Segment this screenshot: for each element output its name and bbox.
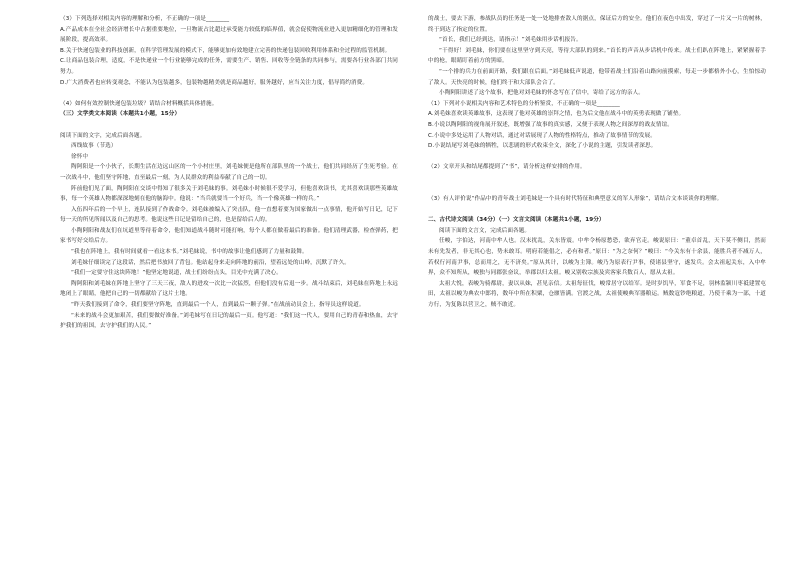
question-4-stem: （4）如何有效控制快递包装垃圾？请结合材料概括具体措施。 (60, 100, 218, 107)
story-title: 西线故事（节选） (71, 143, 117, 150)
story-paragraph: 阵前他们见了面，陶阿阳在交谈中得知了很多关于刘毛妹的事。刘毛妹小时候很不爱学习，但他喜欢读书，尤其喜欢读那些英雄故事，每一个英雄人物都深深地刻在他的脑海中。他说：“当兵就要当一个好兵，当一个像英雄一样的兵。” (60, 185, 398, 203)
story-paragraph: 陶阿阳和刘毛妹在阵地上坚守了三天三夜，敌人的进攻一次比一次猛烈，但他们没有后退一步。战斗结束后，刘毛妹在阵地上永远地闭上了眼睛，他把自己的一切都献给了这片土地。 (60, 280, 398, 298)
story-question-1-option-a: A.刘毛妹喜欢读英雄故事，这表现了他对英雄的崇拜之情，也为后文他在战斗中的英勇表现做了铺垫。 (428, 111, 685, 118)
story-paragraph: 入伍四年后的一个早上，连队接到了作战命令。刘毛妹被编入了突击队，他一直想着要为国家做出一点事情，他开始写日记，记下每一天的所见所闻以及自己的思考。他说这些日记是留给自己的，也是留给后人的。 (60, 206, 398, 224)
classical-paragraph: 太祖大悦，表峻为骑都尉，妻以从妹，甚见亲信。太祖每征伐，峻常居守以给军。是时岁饥旱，军食不足，羽林监颍川枣祗建置屯田，太祖以峻为典农中郎将，数年中所在积粟，仓廪皆满。官渡之战，太祖使峻典军器粮运。贼数寇钞绝粮道，乃使千乘为一部，十道方行，为复陈以营卫之，贼不敢近。 (428, 280, 766, 309)
story-question-1-option-b: B.小说以陶阿阳的视角展开叙述，既增强了故事的真实感，又便于表现人物之间深厚的战友情谊。 (428, 121, 673, 128)
section-literary-heading: （三）文学类文本阅读（本题共1小题，15分） (60, 111, 181, 118)
story-paragraph: 小陶阿阳和战友们在坑道里等待着命令，他们知道战斗随时可能打响，每个人都在做着最后的准备。他们清理武器，检查弹药，把家书写好交给后方。 (60, 227, 398, 245)
story-paragraph: “昨天我们接到了命令，我们要坚守阵地，直到最后一个人，直到最后一颗子弹。”在战前动员会上，指导员这样说道。 (71, 302, 365, 309)
question-3-option-d: D.广大消费者也应转变观念，不能认为包装越多，包装物越精美就是商品越好，服务越好，应当关注力度，倡导简约消费。 (60, 79, 369, 86)
story-question-3-stem: （3）有人评价说“作品中的青年战士刘毛妹是一个具有时代特征和典型意义的军人形象”，请结合文本谈谈你的理解。 (428, 196, 723, 203)
question-3-option-b: B.关于快递包装业的科技创新，在科学管理发展的模式下，能够更加有效地建立完善的快递包装回收利用体系和全过程的监管机制。 (60, 47, 391, 54)
story-question-1-stem: （1）下列对小说相关内容和艺术特色的分析鉴赏，不正确的一项是________ (428, 100, 620, 107)
left-column (60, 14, 398, 332)
story-question-1-option-c: C.小说中多处运用了人物对话，通过对话展现了人物的性格特点，推动了故事情节的发展。 (428, 132, 656, 139)
story-question-1-option-d: D.小说结尾写刘毛妹的牺牲，以悲剧的形式收束全文，深化了小说的主题，引发读者深思。 (428, 143, 657, 150)
story-instruction: 阅读下面的文字，完成后面各题。 (60, 132, 146, 139)
question-3-option-a: A.产品成本在全社会经济增长中占据重要地位，一旦物流占比超过承受能力较低的临界值，就会促使物流业进入更加精细化的管理和发展阶段，提高效率。 (60, 26, 398, 44)
story-author: 徐怀中 (71, 153, 89, 160)
story-continued-paragraph: 的战士，要去下游，参战队员的任务是一处一处地排查敌人的据点，保证后方的安全。他们在夜色中出发，穿过了一片又一片的树林，终于到达了指定的位置。 (428, 16, 766, 33)
right-column (428, 14, 766, 311)
question-3-option-c: C.让商品包装合理，适度，不是快递业一个行业能够完成的任务，需要生产、销售、回收等全链条的共同参与，需要各行业各部门共同努力。 (60, 58, 398, 75)
story-paragraph: 刘毛妹仔细读完了这段话，然后把书放回了背包。他站起身来走向阵地的前沿，望着远处的山岭，沉默了许久。 (71, 259, 350, 266)
section-classical-heading: 二、古代诗文阅读（34分）（一）文言文阅读（本题共1小题，19分） (428, 217, 605, 224)
story-paragraph: 陶阿阳是一个小伙子，长期生活在边远山区的一个小村庄里，刘毛妹便是他所在部队里的一个战士，他们共同经历了生死考验。在一次战斗中，他们坚守阵地，直至最后一刻，为人民群众的利益奉献了自己的一切。 (60, 164, 398, 181)
classical-instruction: 阅读下面的文言文，完成后面各题。 (439, 227, 531, 234)
story-paragraph: “我也在阵地上，我有时间就看一看这本书。”刘毛妹说，书中的故事让他们感到了力量和鼓舞。 (71, 249, 308, 256)
story-continued-paragraph: “首长，我们已经到达，请指示！”刘毛妹用步话机报告。 (439, 37, 582, 44)
story-question-2-stem: （2）文章开头和结尾都提到了“书”，请分析这样安排的作用。 (428, 164, 586, 171)
question-3-stem: （3）下列选择对相关内容的理解和分析，不正确的一项是________ (60, 16, 230, 22)
story-paragraph: “我们一定要守住这块阵地！”他坚定地说道，战士们纷纷点头，目光中充满了决心。 (71, 270, 282, 277)
story-continued-paragraph: “一个排的兵力在前面开路，我们跟在后面。”刘毛妹低声说道，他带着战士们沿着山路向前摸索，每走一步都格外小心，生怕惊动了敌人。天快亮的时候，他们终于和大部队会合了。 (428, 68, 766, 86)
story-paragraph: “未来的战斗会更加艰苦，我们要做好准备。”刘毛妹写在日记的最后一页。他写道：“我们这一代人，要用自己的青春和热血，去守护我们的祖国，去守护我们的人民。” (60, 312, 398, 330)
story-ending: 小陶阿阳讲述了这个故事，把他对刘毛妹的怀念写在了信中，寄给了远方的亲人。 (439, 90, 644, 97)
story-continued-paragraph: “干得好！刘毛妹，你们要在这里坚守到天亮，等待大部队的到来。”首长的声音从步话机中传来。战士们趴在阵地上，紧紧握着手中的枪，眼睛盯着前方的黑暗。 (428, 47, 766, 65)
classical-paragraph: 任峻，字伯达，河南中牟人也。汉末扰乱，关东皆震。中牟令杨原愁恐，欲弃官走。峻说原曰：“董卓首乱，天下莫不侧目，然而未有先发者，非无其心也，势未敢耳。明府若能倡之，必有和者。”原曰：“为之奈何？”峻曰：“今关东有十余县，能胜兵者不减万人，若权行河南尹事，总而用之，无不济矣。”原从其计，以峻为主簿。峻乃为原表行尹事，使诸县坚守，遂发兵。会太祖起关东，入中牟界，众不知所从，峻独与同郡张奋议，举郡以归太祖。峻又别收宗族及宾客家兵数百人，愿从太祖。 (428, 238, 766, 277)
